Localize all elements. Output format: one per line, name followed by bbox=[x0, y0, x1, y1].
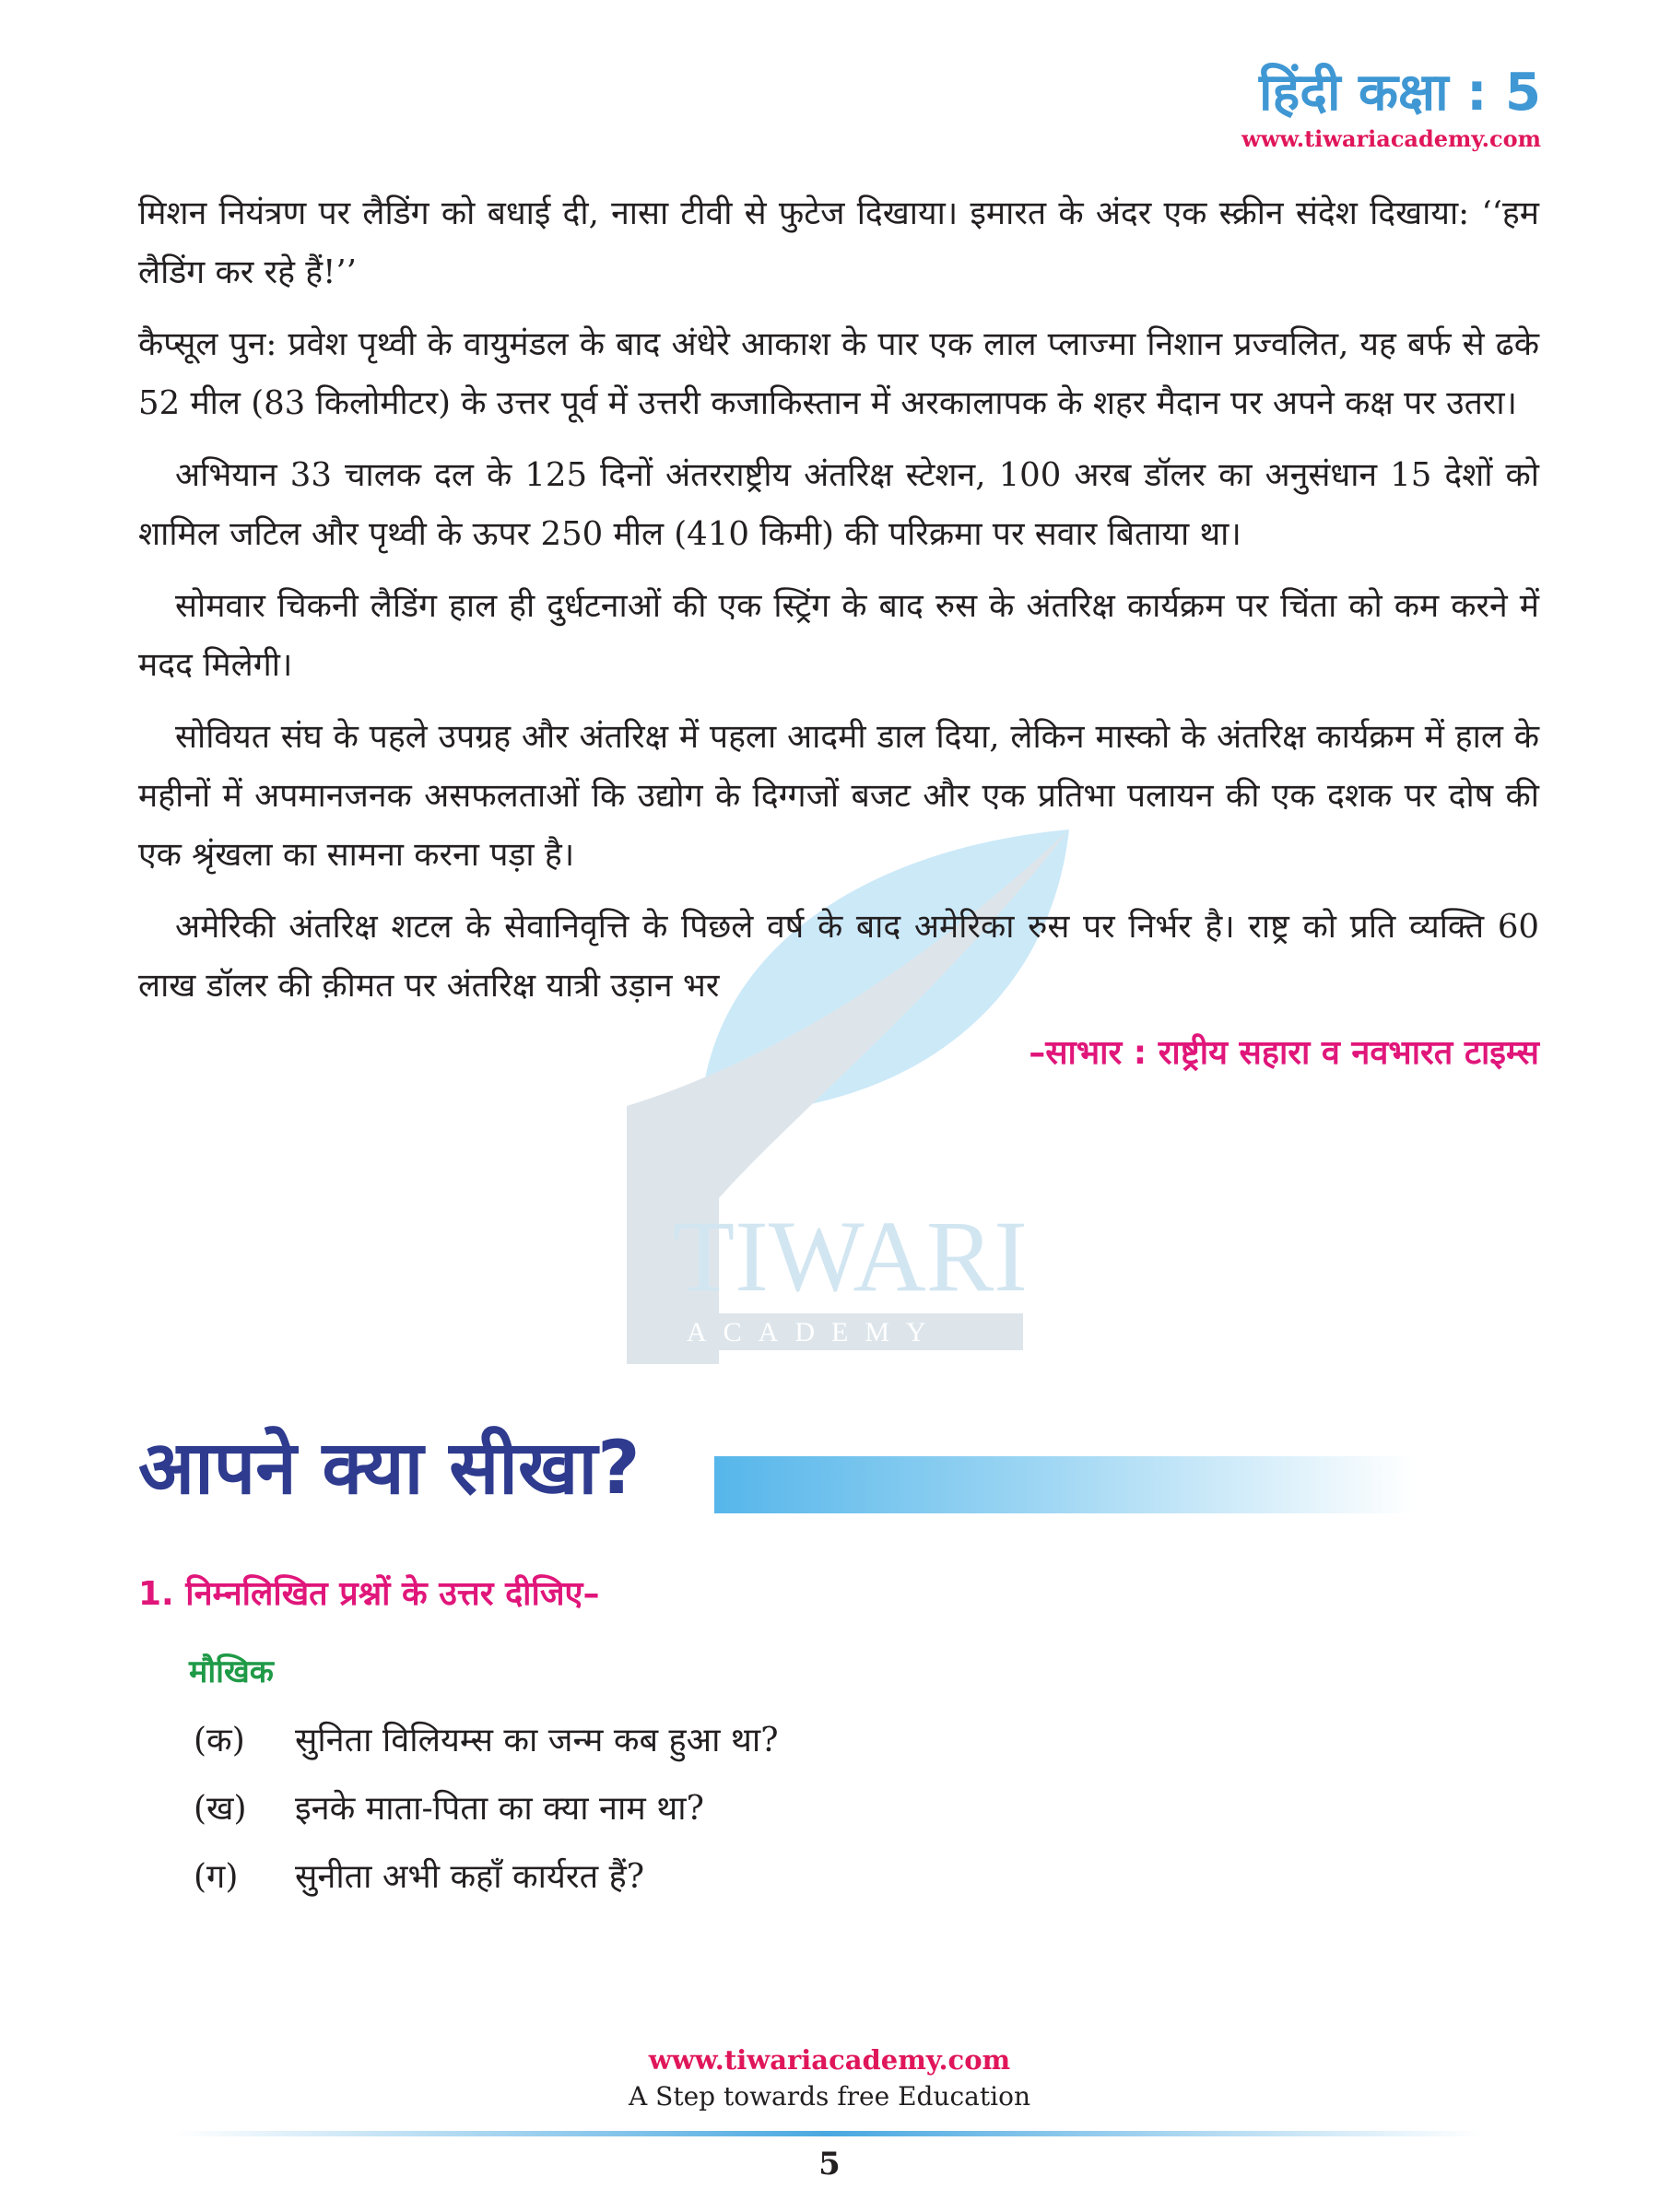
article-credit: –साभार : राष्ट्रीय सहारा व नवभारत टाइम्स bbox=[1029, 1034, 1539, 1072]
header-title: हिंदी कक्षा : 5 bbox=[1259, 63, 1541, 123]
footer-divider bbox=[175, 2131, 1484, 2136]
question-item bbox=[194, 1775, 1539, 1843]
question-label: (क) bbox=[194, 1722, 245, 1759]
header-url[interactable]: www.tiwariacademy.com bbox=[1241, 124, 1541, 152]
article-paragraph: अभियान 33 चालक दल के 125 दिनों अंतरराष्ट्रीय अंतरिक्ष स्टेशन, 100 अरब डॉलर का अनुसंधान 15 देशों को शामिल जटिल और पृथ्वी के ऊपर 250 मील (410 किमी) की परिक्रमा पर सवार बिताया था। bbox=[138, 456, 1539, 553]
footer-tagline: A Step towards free Education bbox=[629, 2081, 1030, 2112]
question-label: (ग) bbox=[194, 1858, 239, 1896]
footer-url[interactable]: www.tiwariacademy.com bbox=[648, 2044, 1011, 2076]
learn-heading-text: आपने क्या सीखा? bbox=[138, 1425, 641, 1511]
questions-title: 1. निम्नलिखित प्रश्नों के उत्तर दीजिए– bbox=[138, 1575, 600, 1613]
question-item bbox=[194, 1707, 1539, 1775]
oral-label: मौखिक bbox=[189, 1653, 274, 1690]
article-paragraph: सोमवार चिकनी लैडिंग हाल ही दुर्धटनाओं की एक स्ट्रिंग के बाद रुस के अंतरिक्ष कार्यक्रम पर चिंता को कम करने में मदद मिलेगी। bbox=[138, 587, 1539, 684]
question-list bbox=[194, 1707, 1539, 1912]
article-paragraph: अमेरिकी अंतरिक्ष शटल के सेवानिवृत्ति के पिछले वर्ष के बाद अमेरिका रुस पर निर्भर है। राष्ट्र को प्रति व्यक्ति 60 लाख डॉलर की क़ीमत पर अंतरिक्ष यात्री उड़ान भर bbox=[138, 908, 1539, 1005]
watermark-sub-band bbox=[673, 1313, 1023, 1350]
question-item bbox=[194, 1843, 1539, 1912]
question-text: सुनिता विलियम्स का जन्म कब हुआ था? bbox=[295, 1722, 779, 1759]
article-paragraph: मिशन नियंत्रण पर लैडिंग को बधाई दी, नासा टीवी से फुटेज दिखाया। इमारत के अंदर एक स्क्रीन संदेश दिखाया: ‘‘हम लैडिंग कर रहे हैं!’’ bbox=[138, 194, 1539, 291]
question-text: इनके माता-पिता का क्या नाम था? bbox=[295, 1790, 704, 1828]
article-body bbox=[138, 184, 1539, 1074]
learn-section-heading bbox=[138, 1424, 1539, 1535]
article-paragraph: कैप्सूल पुन: प्रवेश पृथ्वी के वायुमंडल के बाद अंधेरे आकाश के पार एक लाल प्लाज्मा निशान प्रज्वलित, यह बर्फ से ढके 52 मील (83 किलोमीटर) के उत्तर पूर्व में उत्तरी कजाकिस्तान में अरकालापक के शहर मैदान पर अपने कक्ष पर उतरा। bbox=[138, 325, 1539, 422]
page-footer bbox=[0, 2041, 1659, 2115]
watermark-sub: ACADEMY bbox=[687, 1317, 943, 1347]
article-paragraph: सोवियत संघ के पहले उपग्रह और अंतरिक्ष में पहला आदमी डाल दिया, लेकिन मास्को के अंतरिक्ष कार्यक्रम में हाल के महीनों में अपमानजनक असफलताओं कि उद्योग के दिग्गजों बजट और एक प्रतिभा पलायन की एक दशक पर दोष की एक श्रृंखला का सामना करना पड़ा है। bbox=[138, 718, 1539, 874]
page-header bbox=[1241, 65, 1541, 152]
question-text: सुनीता अभी कहाँ कार्यरत हैं? bbox=[295, 1858, 644, 1896]
page-number: 5 bbox=[818, 2146, 841, 2183]
watermark-brand: TIWARI bbox=[673, 1200, 1028, 1312]
heading-gradient-bar bbox=[714, 1456, 1415, 1513]
questions-section bbox=[138, 1567, 1539, 1912]
question-label: (ख) bbox=[194, 1790, 247, 1828]
